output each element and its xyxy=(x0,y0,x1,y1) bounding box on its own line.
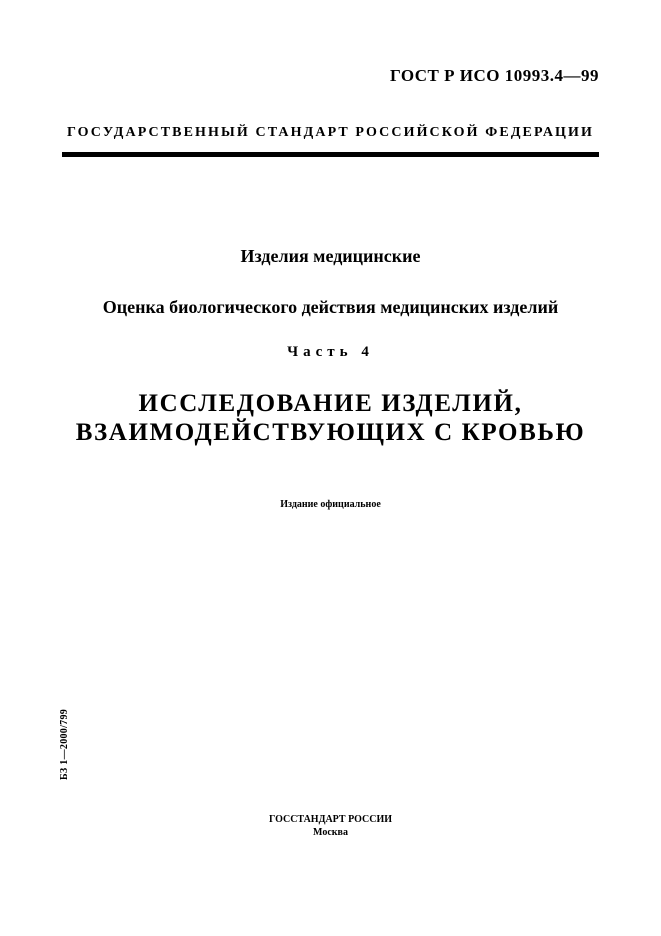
publisher-block xyxy=(0,813,661,839)
state-standard-header: ГОСУДАРСТВЕННЫЙ СТАНДАРТ РОССИЙСКОЙ ФЕДЕРАЦИИ xyxy=(66,125,595,140)
title-medical-devices: Изделия медицинские xyxy=(240,246,421,266)
main-title xyxy=(0,389,661,447)
main-title-line-2: ВЗАИМОДЕЙСТВУЮЩИХ С КРОВЬЮ xyxy=(75,419,586,446)
part-label: Часть 4 xyxy=(287,344,374,360)
standard-number: ГОСТ Р ИСО 10993.4—99 xyxy=(389,66,599,85)
edition-note: Издание официальное xyxy=(280,499,381,510)
header-divider xyxy=(62,152,599,157)
publisher-name: ГОССТАНДАРТ РОССИИ xyxy=(268,814,393,825)
publisher-city: Москва xyxy=(313,827,348,838)
main-title-line-1: ИССЛЕДОВАНИЕ ИЗДЕЛИЙ, xyxy=(138,390,523,417)
side-catalog-code: БЗ 1—2000/799 xyxy=(59,708,70,780)
title-biological-evaluation: Оценка биологического действия медицинских изделий xyxy=(102,297,559,317)
